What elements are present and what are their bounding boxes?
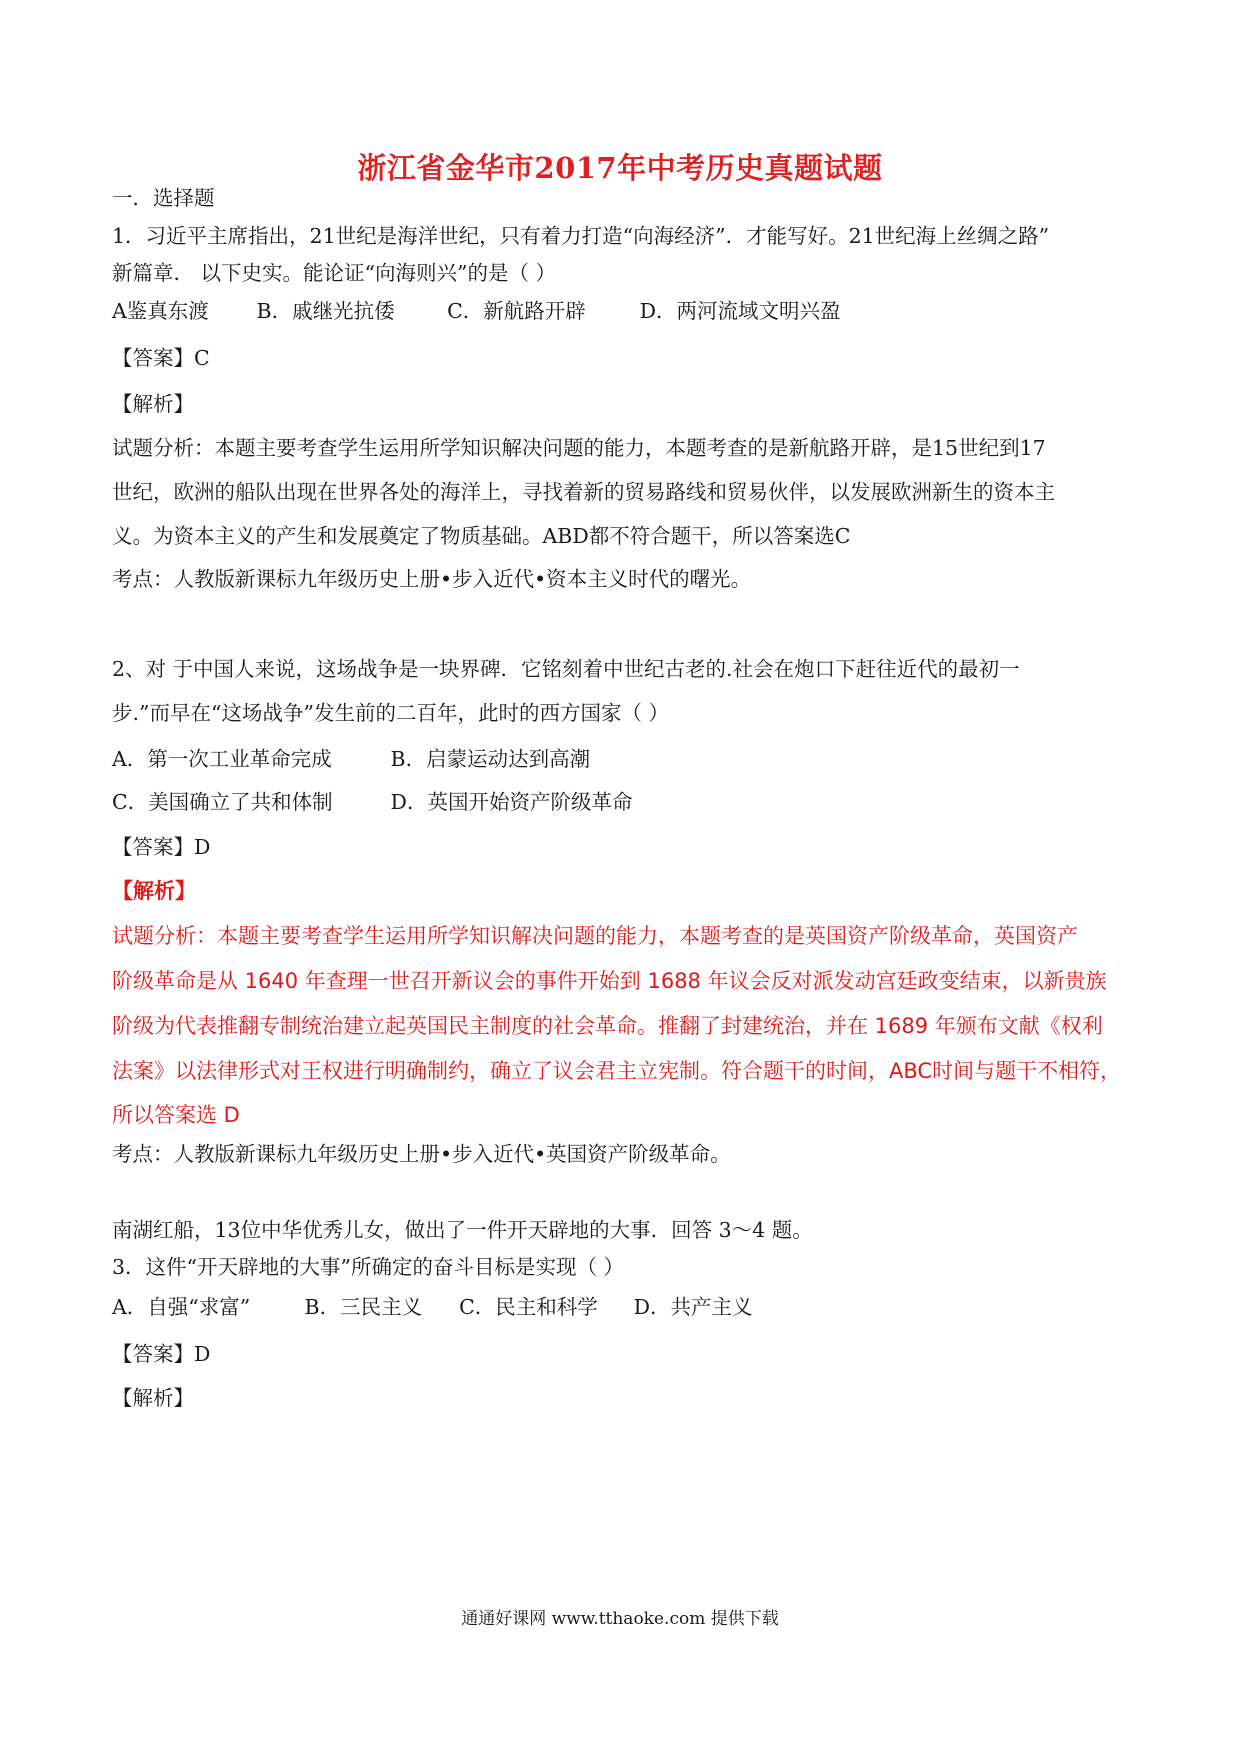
q2-option-d: D．英国开始资产阶级革命 [390,790,633,814]
q3-stem: 3．这件“开天辟地的大事”所确定的奋斗目标是实现（ ） [112,1255,625,1279]
q2-stem-line1: 2、对 于中国人来说，这场战争是一块界碑．它铭刻着中世纪古老的.社会在炮口下赶往近代的最初一 [112,657,1020,681]
q2-option-a: A．第一次工业革命完成 [112,747,332,771]
page-footer: 通通好课网 www.tthaoke.com 提供下载 [461,1609,779,1629]
q2-analysis-line3: 阶级为代表推翻专制统治建立起英国民主制度的社会革命。推翻了封建统治，并在 1689 年颁布文献《权利 [112,1014,1103,1038]
q1-option-c: C．新航路开辟 [447,299,586,323]
q2-analysis-line5: 所以答案选 D [112,1103,240,1127]
q2-analysis-line2: 阶级革命是从 1640 年查理一世召开新议会的事件开始到 1688 年议会反对派发动宫廷政变结束，以新贵族 [112,969,1107,993]
intro-3-4: 南湖红船，13位中华优秀儿女，做出了一件开天辟地的大事．回答 3～4 题。 [112,1218,813,1242]
q2-option-b: B．启蒙运动达到高潮 [390,747,591,771]
q2-analysis-line4: 法案》以法律形式对王权进行明确制约，确立了议会君主立宪制。符合题干的时间，ABC时间与题干不相符， [112,1059,1122,1083]
q2-options-row2 [112,788,632,816]
q1-options [112,297,841,325]
section-heading: 一．选择题 [112,186,215,210]
q3-option-c: C．民主和科学 [459,1295,598,1319]
q3-option-b: B．三民主义 [304,1295,423,1319]
q1-stem-line1: 1．习近平主席指出，21世纪是海洋世纪，只有着力打造“向海经济”．才能写好。21世纪海上丝绸之路” [112,224,1050,248]
q2-point: 考点：人教版新课标九年级历史上册•步入近代•英国资产阶级革命。 [112,1142,731,1166]
q1-answer: 【答案】C [112,346,210,370]
q1-analysis-label: 【解析】 [112,392,194,416]
q3-options [112,1293,753,1321]
q1-analysis-line3: 义。为资本主义的产生和发展奠定了物质基础。ABD都不符合题干，所以答案选C [112,524,851,548]
q2-stem-line2: 步.”而早在“这场战争”发生前的二百年，此时的西方国家（ ） [112,701,669,725]
q1-analysis-line2: 世纪，欧洲的船队出现在世界各处的海洋上，寻找着新的贸易路线和贸易伙伴，以发展欧洲新生的资本主 [112,480,1055,504]
q1-option-d: D．两河流域文明兴盈 [639,299,841,323]
q2-options-row1 [112,745,590,773]
q3-option-d: D．共产主义 [633,1295,753,1319]
q2-analysis-label: 【解析】 [112,879,196,903]
q1-analysis-line1: 试题分析：本题主要考查学生运用所学知识解决问题的能力，本题考查的是新航路开辟，是15世纪到17 [112,436,1046,460]
q1-stem-line2: 新篇章． 以下史实。能论证“向海则兴”的是（ ） [112,261,556,285]
q1-option-b: B．戚继光抗倭 [256,299,395,323]
q2-answer: 【答案】D [112,835,211,859]
q2-option-c: C．美国确立了共和体制 [112,790,333,814]
q2-analysis-line1: 试题分析：本题主要考查学生运用所学知识解决问题的能力，本题考查的是英国资产阶级革命，英国资产 [112,924,1078,948]
q3-option-a: A．自强“求富” [112,1295,251,1319]
q3-answer: 【答案】D [112,1342,211,1366]
q1-option-a: A鉴真东渡 [112,299,209,323]
q1-point: 考点：人教版新课标九年级历史上册•步入近代•资本主义时代的曙光。 [112,567,752,591]
document-title: 浙江省金华市2017年中考历史真题试题 [357,151,883,185]
q3-analysis-label: 【解析】 [112,1386,194,1410]
